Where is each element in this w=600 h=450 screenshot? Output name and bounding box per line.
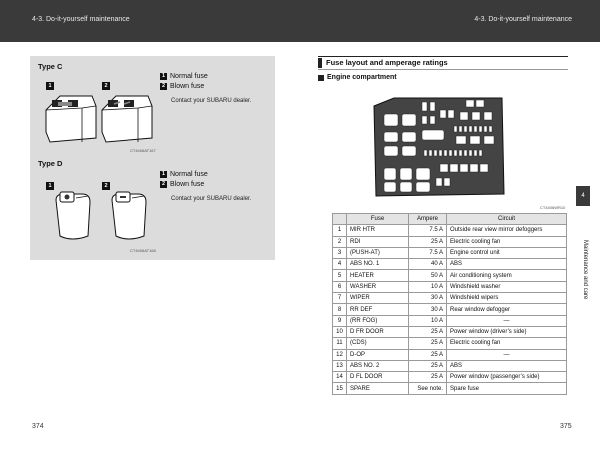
type-c-fuse-image	[38, 78, 156, 154]
section-title-text: Fuse layout and amperage ratings	[326, 58, 448, 67]
row-fuse: RR DEF	[347, 304, 409, 315]
fuse-types-panel	[30, 56, 275, 260]
row-ampere: 30 A	[409, 304, 447, 315]
table-row	[333, 315, 567, 326]
row-number: 13	[333, 360, 347, 371]
row-ampere: 7.5 A	[409, 247, 447, 258]
row-fuse: ABS NO. 1	[347, 259, 409, 270]
row-circuit: Windshield wipers	[447, 293, 567, 304]
table-row	[333, 270, 567, 281]
row-fuse: D-OP	[347, 349, 409, 360]
row-ampere: 30 A	[409, 293, 447, 304]
table-row	[333, 372, 567, 383]
header-no	[333, 214, 347, 225]
table-row	[333, 349, 567, 360]
type-c-legend	[160, 72, 208, 92]
header-ampere: Ampere	[409, 214, 447, 225]
sub-title-text: Engine compartment	[327, 74, 397, 81]
row-ampere: 25 A	[409, 326, 447, 337]
row-ampere: 25 A	[409, 372, 447, 383]
table-row	[333, 236, 567, 247]
type-c-label: Type C	[38, 62, 63, 71]
row-fuse: D FR DOOR	[347, 326, 409, 337]
section-title	[318, 56, 568, 70]
type-d-label: Type D	[38, 159, 63, 168]
table-header-row	[333, 214, 567, 225]
row-fuse: (CDS)	[347, 338, 409, 349]
legend-text-blown: Blown fuse	[170, 83, 205, 90]
row-fuse: SPARE	[347, 383, 409, 394]
row-number: 6	[333, 281, 347, 292]
row-circuit: ABS	[447, 360, 567, 371]
type-c-illustration	[38, 78, 156, 154]
row-ampere: 25 A	[409, 349, 447, 360]
row-number: 8	[333, 304, 347, 315]
row-number: 5	[333, 270, 347, 281]
page-header	[0, 0, 600, 42]
row-circuit: Spare fuse	[447, 383, 567, 394]
row-ampere: 7.5 A	[409, 225, 447, 236]
row-circuit: Windshield washer	[447, 281, 567, 292]
row-circuit: Rear window defogger	[447, 304, 567, 315]
row-number: 4	[333, 259, 347, 270]
row-ampere: 10 A	[409, 315, 447, 326]
row-circuit: Power window (driver’s side)	[447, 326, 567, 337]
type-c-legend-blown	[160, 82, 208, 91]
row-number: 11	[333, 338, 347, 349]
row-circuit: Electric cooling fan	[447, 338, 567, 349]
table-row	[333, 293, 567, 304]
fuse-box-diagram	[368, 94, 508, 204]
row-ampere: 10 A	[409, 281, 447, 292]
legend-num-1: 1	[161, 171, 166, 177]
header-right-title: 4-3. Do-it-yourself maintenance	[474, 16, 572, 23]
row-circuit: —	[447, 315, 567, 326]
square-bullet-icon	[318, 75, 324, 81]
row-ampere: 50 A	[409, 270, 447, 281]
row-fuse: WASHER	[347, 281, 409, 292]
row-number: 1	[333, 225, 347, 236]
type-d-legend-blown	[160, 180, 208, 189]
legend-text-normal: Normal fuse	[170, 73, 208, 80]
row-fuse: HEATER	[347, 270, 409, 281]
row-number: 14	[333, 372, 347, 383]
chapter-side-tab	[576, 186, 590, 306]
chapter-title: Maintenance and care	[582, 240, 588, 300]
legend-num-2: 2	[161, 181, 166, 187]
row-number: 10	[333, 326, 347, 337]
row-ampere: 40 A	[409, 259, 447, 270]
row-ampere: 25 A	[409, 360, 447, 371]
header-fuse: Fuse	[347, 214, 409, 225]
header-left-title: 4-3. Do-it-yourself maintenance	[32, 16, 130, 23]
row-ampere: See note.	[409, 383, 447, 394]
row-circuit: Electric cooling fan	[447, 236, 567, 247]
row-fuse: RDI	[347, 236, 409, 247]
chapter-number: 4	[576, 186, 590, 206]
table-row	[333, 304, 567, 315]
row-number: 7	[333, 293, 347, 304]
row-fuse: WIPER	[347, 293, 409, 304]
type-c-contact: Contact your SUBARU dealer.	[171, 98, 252, 104]
row-fuse: ABS NO. 2	[347, 360, 409, 371]
type-d-num-2: 2	[102, 182, 110, 190]
row-number: 12	[333, 349, 347, 360]
table-row	[333, 360, 567, 371]
legend-text-blown: Blown fuse	[170, 181, 205, 188]
row-fuse: (PUSH-AT)	[347, 247, 409, 258]
diagram-fig-code: CT4406WR10	[540, 205, 566, 210]
row-fuse: D FL DOOR	[347, 372, 409, 383]
row-fuse: (RR FOG)	[347, 315, 409, 326]
legend-text-normal: Normal fuse	[170, 171, 208, 178]
fuse-table	[332, 213, 567, 395]
row-number: 9	[333, 315, 347, 326]
row-circuit: Air conditioning system	[447, 270, 567, 281]
type-d-fig-code: CT4406AT168	[130, 248, 156, 253]
row-ampere: 25 A	[409, 236, 447, 247]
type-d-contact: Contact your SUBARU dealer.	[171, 196, 252, 202]
sub-title	[318, 74, 397, 81]
row-circuit: ABS	[447, 259, 567, 270]
type-d-legend-normal	[160, 170, 208, 179]
type-c-num-1: 1	[46, 82, 54, 90]
row-fuse: MIR HTR	[347, 225, 409, 236]
header-circuit: Circuit	[447, 214, 567, 225]
legend-num-2: 2	[161, 83, 166, 89]
table-row	[333, 326, 567, 337]
fuse-layout-image	[368, 94, 508, 204]
table-row	[333, 225, 567, 236]
type-c-num-2: 2	[102, 82, 110, 90]
row-number: 15	[333, 383, 347, 394]
row-circuit: Outside rear view mirror defoggers	[447, 225, 567, 236]
row-circuit: Engine control unit	[447, 247, 567, 258]
type-c-fig-code: CT4406AT167	[130, 148, 156, 153]
section-title-bar	[318, 58, 322, 68]
row-number: 3	[333, 247, 347, 258]
type-d-legend	[160, 170, 208, 190]
row-circuit: —	[447, 349, 567, 360]
type-c-legend-normal	[160, 72, 208, 81]
row-ampere: 25 A	[409, 338, 447, 349]
table-row	[333, 338, 567, 349]
type-d-fuse-image	[38, 174, 156, 252]
table-row	[333, 281, 567, 292]
legend-num-1: 1	[161, 73, 166, 79]
row-number: 2	[333, 236, 347, 247]
table-row	[333, 259, 567, 270]
row-circuit: Power window (passenger’s side)	[447, 372, 567, 383]
type-d-num-1: 1	[46, 182, 54, 190]
type-d-illustration	[38, 174, 156, 252]
page-number-left: 374	[32, 423, 44, 430]
page-number-right: 375	[560, 423, 572, 430]
table-row	[333, 247, 567, 258]
table-row	[333, 383, 567, 394]
